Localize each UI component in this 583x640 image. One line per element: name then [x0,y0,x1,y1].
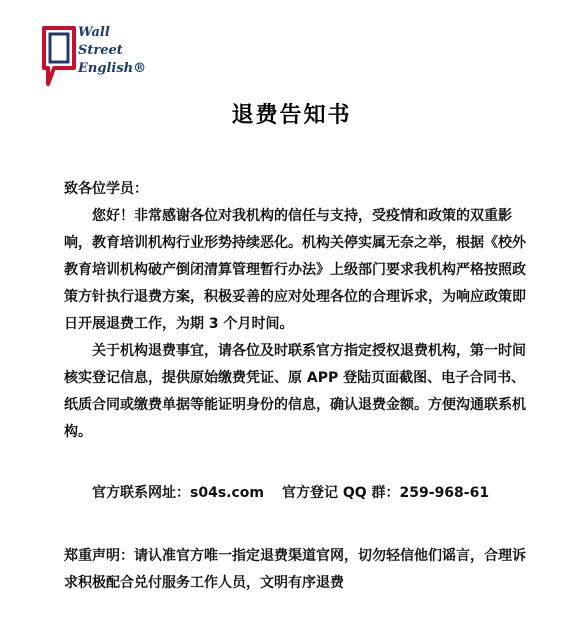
logo-line-english: English® [78,61,147,76]
logo-line-street: Street [78,43,123,58]
logo-wordmark [78,24,146,78]
speech-bubble-logo-icon [40,22,80,92]
wall-street-english-logo [40,22,147,92]
logo-line-wall: Wall [78,25,110,40]
document-body [64,176,530,597]
paragraph-intro: 您好！非常感谢各位对我机构的信任与支持，受疫情和政策的双重影响，教育培训机构行业形势持续恶化。机构关停实属无奈之举，根据《校外教育培训机构破产倒闭清算管理暂行办法》上级部门要求我机构严格按照政策方针执行退费方案，积极妥善的应对处理各位的合理诉求，为响应政策即日开展退费工作，为期 3 个月时间。 [64,208,526,332]
contact-website: 官方联系网址：s04s.com [92,485,264,501]
document-title: 退费告知书 [231,103,352,128]
contact-line [64,480,530,507]
paragraph-refund-instructions: 关于机构退费事宜，请各位及时联系官方指定授权退费机构，第一时间核实登记信息，提供原始缴费凭证、原 APP 登陆页面截图、电子合同书、纸质合同或缴费单据等能证明身份的信息，确认退费金额。方便沟通联系机构。 [64,343,526,440]
solemn-declaration: 郑重声明：请认准官方唯一指定退费渠道官网，切勿轻信他们谣言，合理诉求积极配合兑付服务工作人员，文明有序退费 [64,548,526,591]
greeting: 致各位学员： [64,181,148,197]
contact-qq-group: 官方登记 QQ 群：259-968-61 [281,485,490,501]
